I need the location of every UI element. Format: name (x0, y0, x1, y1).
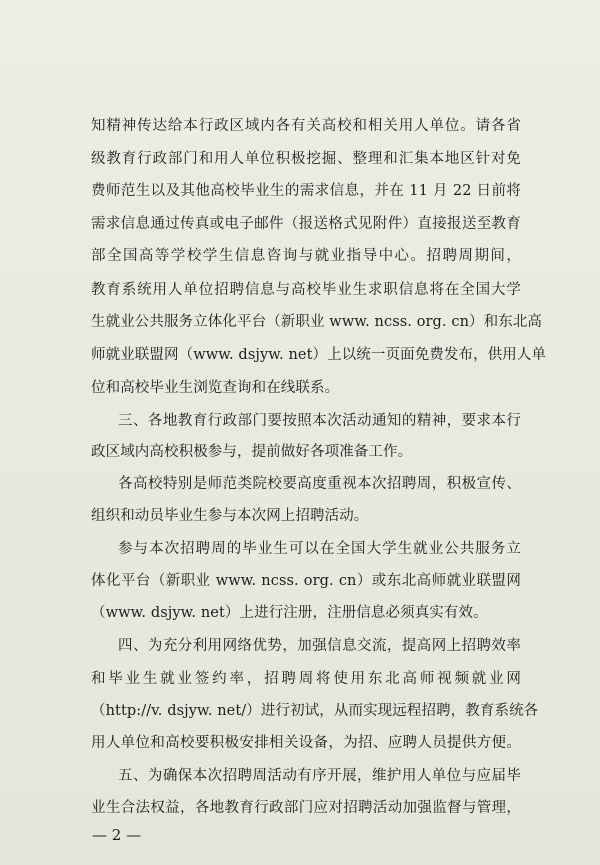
text-line: 体化平台（新职业 www. ncss. org. cn）或东北高师就业联盟网 (91, 573, 521, 589)
text-line: 和毕业生就业签约率，招聘周将使用东北高师视频就业网 (91, 671, 521, 687)
page-number: — 2 — (92, 826, 142, 844)
text-line: 五、为确保本次招聘周活动有序开展，维护用人单位与应届毕 (118, 768, 521, 784)
text-line: 教育系统用人单位招聘信息与高校毕业生求职信息将在全国大学 (91, 282, 521, 298)
text-line: 师就业联盟网（www. dsjyw. net）上以统一页面免费发布，供用人单 (91, 347, 547, 363)
text-line: 位和高校毕业生浏览查询和在线联系。 (91, 380, 340, 396)
text-line: 用人单位和高校要积极安排相关设备，为招、应聘人员提供方便。 (91, 735, 521, 751)
text-line: 四、为充分利用网络优势，加强信息交流，提高网上招聘效率 (118, 638, 521, 654)
text-line: 知精神传达给本行政区域内各有关高校和相关用人单位。请各省 (91, 118, 521, 134)
text-line: 组织和动员毕业生参与本次网上招聘活动。 (91, 508, 369, 524)
text-line: （http://v. dsjyw. net/）进行初试，从而实现远程招聘，教育系统各 (91, 703, 539, 719)
text-line: 政区域内高校积极参与，提前做好各项准备工作。 (91, 444, 413, 460)
text-line: 部全国高等学校学生信息咨询与就业指导中心。招聘周期间， (91, 248, 521, 264)
text-line: 三、各地教育行政部门要按照本次活动通知的精神，要求本行 (118, 413, 521, 429)
text-line: 需求信息通过传真或电子邮件（报送格式见附件）直接报送至教育 (91, 216, 521, 232)
text-line: （www. dsjyw. net）上进行注册，注册信息必须真实有效。 (91, 605, 488, 621)
text-line: 各高校特别是师范类院校要高度重视本次招聘周，积极宣传、 (118, 476, 521, 492)
text-line: 生就业公共服务立体化平台（新职业 www. ncss. org. cn）和东北高 (91, 314, 543, 330)
text-line: 费师范生以及其他高校毕业生的需求信息，并在 11 月 22 日前将 (91, 183, 521, 199)
text-line: 级教育行政部门和用人单位积极挖掘、整理和汇集本地区针对免 (91, 151, 521, 167)
text-line: 参与本次招聘周的毕业生可以在全国大学生就业公共服务立 (118, 541, 521, 557)
text-line: 业生合法权益，各地教育行政部门应对招聘活动加强监督与管理， (91, 800, 521, 816)
